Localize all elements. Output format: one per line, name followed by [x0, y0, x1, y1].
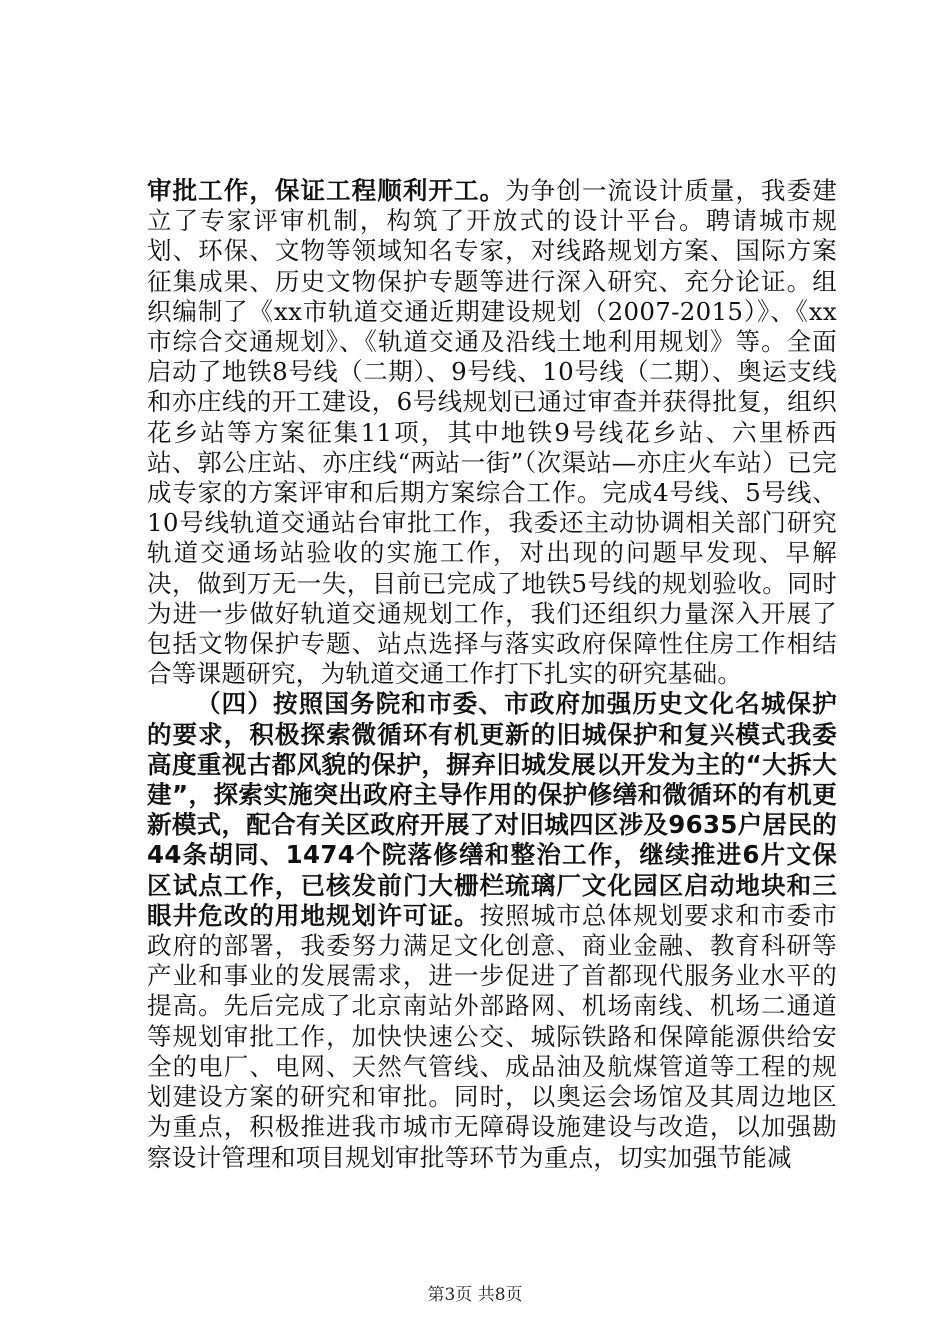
paragraph-heritage-protection	[147, 689, 837, 1172]
paragraph-text: 为争创一流设计质量，我委建立了专家评审机制，构筑了开放式的设计平台。聘请城市规划、环保、文物等领域知名专家，对线路规划方案、国际方案征集成果、历史文物保护专题等进行深入研究、充分论证。组织编制了《xx市轨道交通近期建设规划（2007-2015）》、《xx市综合交通规划》、《轨道交通及沿线土地利用规划》等。全面启动了地铁8号线（二期）、9号线、10号线（二期）、奥运支线和亦庄线的开工建设，6号线规划已通过审查并获得批复，组织花乡站等方案征集11项，其中地铁9号线花乡站、六里桥西站、郭公庄站、亦庄线“两站一街”（次渠站—亦庄火车站）已完成专家的方案评审和后期方案综合工作。完成4号线、5号线、10号线轨道交通站台审批工作，我委还主动协调相关部门研究轨道交通场站验收的实施工作，对出现的问题早发现、早解决，做到万无一失，目前已完成了地铁5号线的规划验收。同时为进一步做好轨道交通规划工作，我们还组织力量深入开展了包括文物保护专题、站点选择与落实政府保障性住房工作相结合等课题研究，为轨道交通工作打下扎实的研究基础。	[147, 176, 837, 689]
section-heading-bold: （四）按照国务院和市委、市政府加强历史文化名城保护的要求，积极探索微循环有机更新的旧城保护和复兴模式我委高度重视古都风貌的保护，摒弃旧城发展以开发为主的“大拆大建”，探索实施突出政府主导作用的保护修缮和微循环的有机更新模式，配合有关区政府开展了对旧城四区涉及9635户居民的44条胡同、1474个院落修缮和整治工作，继续推进6片文保区试点工作，已核发前门大栅栏琉璃厂文化园区启动地块和三眼井危改的用地规划许可证。	[147, 689, 837, 930]
paragraph-lead-bold: 审批工作，保证工程顺利开工。	[147, 176, 506, 205]
page-number-footer: 第3页 共8页	[427, 1285, 523, 1305]
document-body	[147, 176, 837, 1173]
paragraph-rail-transit	[147, 176, 837, 689]
paragraph-text: 按照城市总体规划要求和市委市政府的部署，我委努力满足文化创意、商业金融、教育科研等产业和事业的发展需求，进一步促进了首都现代服务业水平的提高。先后完成了北京南站外部路网、机场南线、机场二通道等规划审批工作，加快快速公交、城际铁路和保障能源供给安全的电厂、电网、天然气管线、成品油及航煤管道等工程的规划建设方案的研究和审批。同时，以奥运会场馆及其周边地区为重点，积极推进我市城市无障碍设施建设与改造，以加强勘察设计管理和项目规划审批等环节为重点，切实加强节能减	[147, 900, 837, 1172]
